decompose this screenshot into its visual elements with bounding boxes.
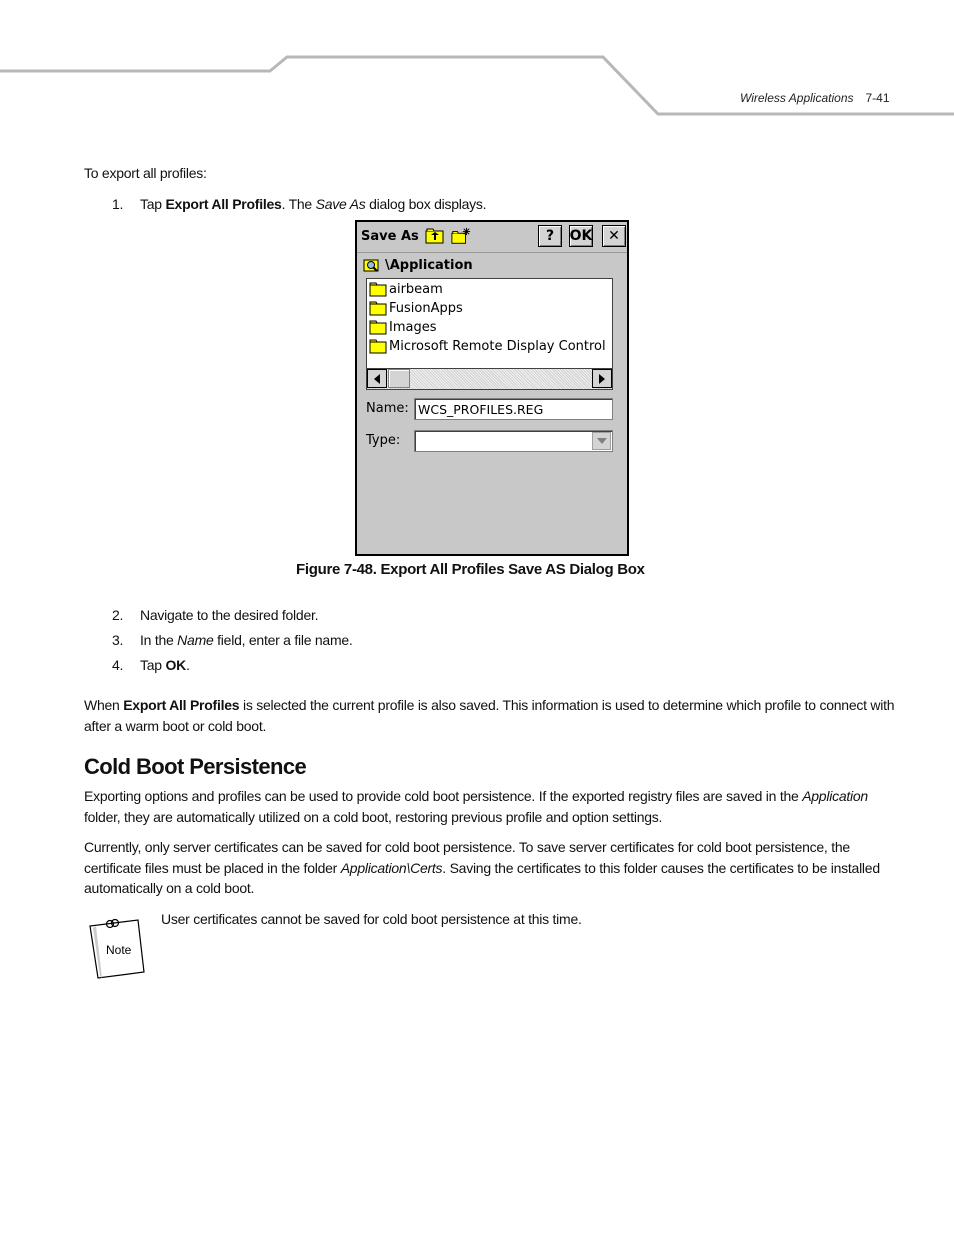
type-dropdown-button[interactable] [592,432,611,450]
list-item[interactable] [369,318,437,336]
step-text: Tap [140,657,166,673]
para-text: Currently, only server certificates can be saved for cold boot persistence. To save server certificates for cold boot persistence, the certificate files must be placed in the folder [84,839,850,876]
para-text: . Saving the certificates to this folder causes the certificates to be installed automatically on a cold boot. [84,859,880,896]
step-bold: Export All Profiles [165,196,282,212]
name-field[interactable]: WCS_PROFILES.REG [414,398,613,420]
figure-caption: Figure 7-48. Export All Profiles Save AS Dialog Box [296,561,645,578]
step-text: field, enter a file name. [213,632,353,648]
close-button[interactable]: ✕ [602,225,626,247]
ok-button[interactable]: OK [569,225,593,247]
para-italic: Application [802,788,868,804]
new-folder-icon[interactable] [451,226,471,246]
step-text: . The [281,196,316,212]
note-label: Note [106,943,132,957]
step-number: 2. [112,607,124,623]
folder-name: Images [389,319,437,335]
dialog-titlebar [357,222,627,253]
arrow-right-icon [598,374,606,384]
para-text: Exporting options and profiles can be used to provide cold boot persistence. If the exported registry files are saved in the [84,788,803,804]
list-item[interactable] [369,299,463,317]
step-text: In the [140,632,178,648]
chevron-down-icon [597,438,607,444]
step-text: Tap [140,196,166,212]
step-3 [112,630,902,650]
step-italic: Name [177,632,214,648]
step-bold: OK [165,657,186,673]
path-label: \Application [385,257,473,273]
folder-icon [369,339,387,354]
folder-icon [369,320,387,335]
folder-name: Microsoft Remote Display Control [389,338,606,354]
para-italic: Application\Certs [340,859,443,876]
para-text: is selected the current profile is also saved. This information is used to determine which profile to connect with after a warm boot or cold boot. [84,697,895,734]
para-bold: Export All Profiles [123,697,240,713]
folder-icon [369,282,387,297]
list-item[interactable] [369,280,443,298]
section-heading: Cold Boot Persistence [84,754,307,779]
type-label: Type: [366,433,401,448]
note-text: User certificates cannot be saved for cold boot persistence at this time. [161,911,582,927]
intro-text: To export all profiles: [84,165,207,181]
paragraph-certs [84,837,899,899]
step-number: 4. [112,657,124,673]
step-1 [112,194,902,214]
scroll-thumb[interactable] [388,369,410,388]
scroll-left-button[interactable] [367,369,387,388]
list-item[interactable] [369,337,606,355]
folder-icon [369,301,387,316]
type-select[interactable] [414,430,613,452]
folder-search-icon [363,257,381,273]
horizontal-scrollbar[interactable] [367,368,612,389]
save-as-dialog [355,220,629,556]
step-4 [112,655,902,675]
arrow-left-icon [373,374,381,384]
running-head [740,91,910,105]
paragraph-export [84,786,899,827]
folder-list[interactable] [366,278,613,390]
section-title: Wireless Applications [740,91,854,105]
step-number: 3. [112,632,124,648]
folder-name: airbeam [389,281,443,297]
scroll-right-button[interactable] [592,369,612,388]
paragraph-when [84,695,899,736]
current-path [363,256,473,274]
help-button[interactable]: ? [538,225,562,247]
step-text: . [185,657,190,673]
step-italic: Save As [315,196,366,212]
note-icon [88,914,148,984]
step-text: Navigate to the desired folder. [140,607,319,623]
step-text: dialog box displays. [365,196,487,212]
dialog-title: Save As [361,229,419,244]
name-label: Name: [366,401,409,416]
para-text: folder, they are automatically utilized on a cold boot, restoring previous profile and option settings. [84,808,663,825]
up-folder-icon[interactable] [425,226,445,246]
folder-name: FusionApps [389,300,463,316]
page-number: 7-41 [865,91,890,105]
step-number: 1. [112,196,124,212]
step-2 [112,605,902,625]
para-text: When [84,697,124,713]
